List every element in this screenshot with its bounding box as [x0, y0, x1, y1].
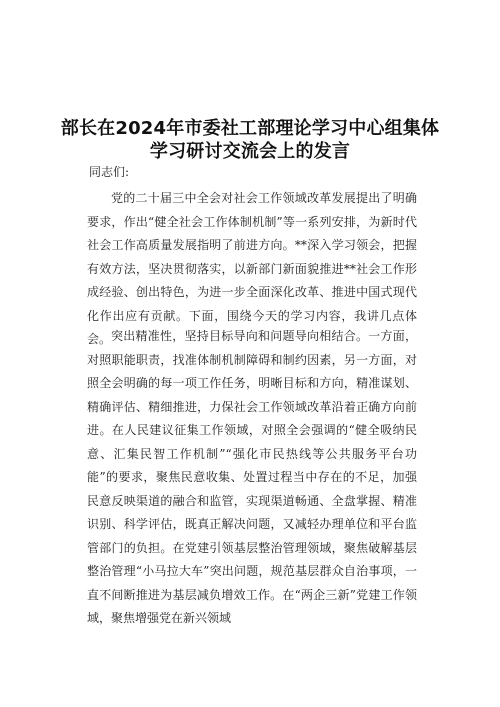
salutation: 同志们:: [89, 165, 130, 179]
body-paragraph-2: 突出精准性，坚持目标导向和问题导向相结合。一方面，对照职能职责，找准体制机制障碍和制约因素，另一方面，对照全会明确的每一项工作任务，明晰目标和方向，精准谋划、精确评估、精细推进，力保社会工作领域改革沿着正确方向前进。在人民建议征集工作领域，对照全会强调的“健全吸纳民意、汇集民智工作机制”“强化市民热线等公共服务平台功能”的要求，聚焦民意收集、处置过程当中存在的不足，加强民意反映渠道的融合和监管，实现渠道畅通、全盘掌握、精准识别、科学评估，既真正解决问题，又减轻办理单位和平台监管部门的负担。在党建引领基层整治管理领域，聚焦破解基层整治管理“小马拉大车”突出问题，规范基层群众自治事项，一直不间断推进为基层减负增效工作。在“两企三新”党建工作领域，聚焦增强党在新兴领域: [87, 329, 417, 625]
body-paragraph-1: 党的二十届三中全会对社会工作领域改革发展提出了明确要求，作出“健全社会工作体制机制”等一系列安排，为新时代社会工作高质量发展指明了前进方向。**深入学习领会，把握有效方法，坚决贯彻落实，以新部门新面貌推进**社会工作形成经验、创出特色，为进一步全面深化改革、推进中国式现代化作出应有贡献。下面，围绕今天的学习内容，我讲几点体会。: [87, 191, 417, 346]
document-title-line-1: 部长在2024年市委社工部理论学习中心组集体: [60, 118, 440, 139]
document-title-line-2: 学习研讨交流会上的发言: [149, 141, 351, 162]
